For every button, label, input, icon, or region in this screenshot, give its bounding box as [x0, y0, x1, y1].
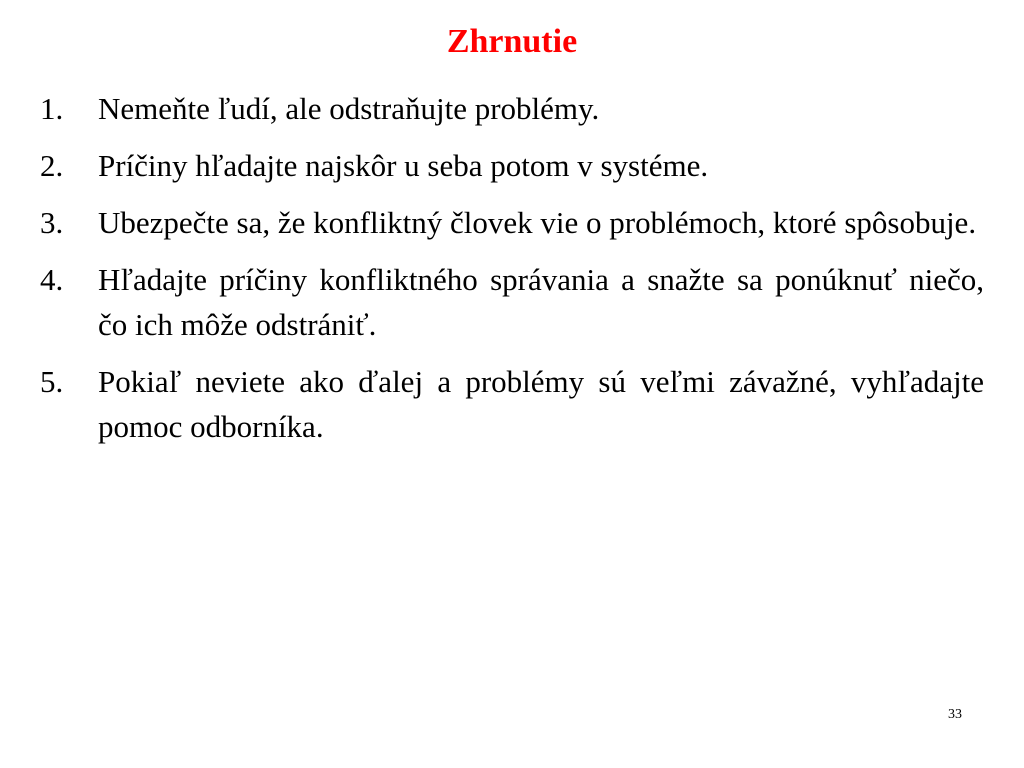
summary-list — [40, 86, 984, 461]
list-item-text: Pokiaľ neviete ako ďalej a problémy sú veľmi závažné, vyhľadajte pomoc odborníka. — [98, 364, 984, 444]
list-item — [40, 257, 984, 347]
list-item-number: 4. — [40, 262, 64, 297]
list-item — [40, 200, 984, 245]
list-item — [40, 86, 984, 131]
list-item-text: Ubezpečte sa, že konfliktný človek vie o problémoch, ktoré spôsobuje. — [98, 205, 977, 240]
list-item-text: Hľadajte príčiny konfliktného správania a snažte sa ponúknuť niečo, čo ich môže odstrániť. — [98, 262, 984, 342]
list-item-number: 2. — [40, 148, 64, 183]
list-item-text: Nemeňte ľudí, ale odstraňujte problémy. — [98, 91, 600, 126]
list-item — [40, 359, 984, 449]
slide-title: Zhrnutie — [446, 23, 578, 60]
list-item — [40, 143, 984, 188]
list-item-number: 5. — [40, 364, 64, 399]
list-item-number: 1. — [40, 91, 64, 126]
list-item-text: Príčiny hľadajte najskôr u seba potom v systéme. — [98, 148, 709, 183]
list-item-number: 3. — [40, 205, 64, 240]
page-number: 33 — [948, 707, 962, 722]
